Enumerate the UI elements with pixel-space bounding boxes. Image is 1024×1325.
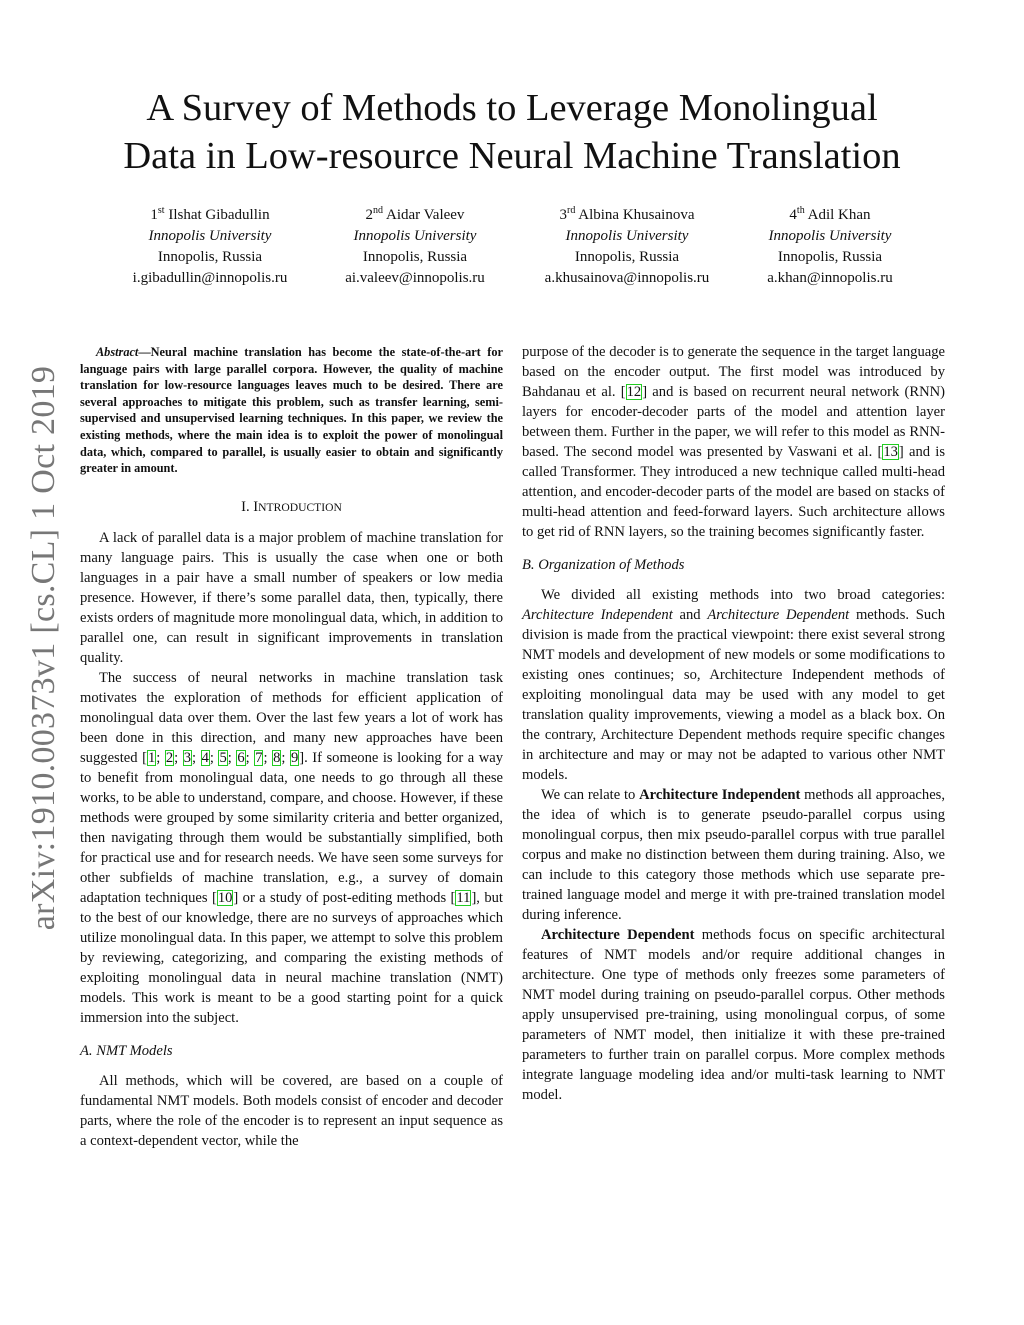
abstract: [80, 344, 503, 477]
author-2: [315, 200, 515, 289]
abstract-text: —Neural machine translation has become the state-of-the-art for language pairs with large parallel corpora. However, the quality of machine translation for low-resource languages leaves much to be desired. There are several approaches to mitigate this problem, such as transfer learning, semi-supervised and unsupervised learning techniques. In this paper, we review the existing methods, where the main idea is to exploit the power of monolingual data, which, compared to parallel, is usually easier to obtain and significantly greater in amount.: [80, 345, 503, 476]
organization-paragraph-1: We divided all existing methods into two broad categories: Architecture Independent and Architecture Dependent methods. Such division is made from the practical viewpoint: there exist several strong NMT models and development of new models or some modifications to existing ones continues; so, Architecture Independent methods of exploiting monolingual data may be used with any model to get translation quality improvements, viewing a model as a black box. On the contrary, Architecture Dependent methods require specific changes in architecture and may or may not be adapted to various other NMT models.: [522, 587, 945, 783]
organization-paragraph-2: We can relate to Architecture Independent methods all approaches, the idea of which is to generate pseudo-parallel corpus using monolingual corpus, then mix pseudo-parallel corpus with true parallel corpus and make no distinction between them during training. Also, we can include to this category those methods which use separate pre-trained language model and merge it with pre-trained translation model during inference.: [522, 787, 945, 923]
title-line-2: Data in Low-resource Neural Machine Translation: [123, 135, 901, 177]
author-institution: Innopolis University: [353, 228, 477, 244]
citation-link[interactable]: 9: [290, 749, 299, 766]
arxiv-stamp-text: arXiv:1910.00373v1 [cs.CL] 1 Oct 2019: [25, 365, 62, 930]
author-institution: Innopolis University: [565, 228, 689, 244]
author-name: 3rd Albina Khusainova: [559, 205, 695, 223]
citation-link[interactable]: 10: [217, 889, 233, 906]
citation-link[interactable]: 1: [147, 749, 156, 766]
author-institution: Innopolis University: [768, 228, 892, 244]
citation-link[interactable]: 5: [219, 749, 227, 766]
author-1: [110, 200, 310, 289]
author-3: [522, 200, 732, 289]
author-email: i.gibadullin@innopolis.ru: [132, 270, 288, 286]
author-name: 1st Ilshat Gibadullin: [150, 205, 270, 223]
citation-link[interactable]: 6: [237, 749, 245, 766]
author-name: 2nd Aidar Valeev: [365, 205, 465, 223]
author-location: Innopolis, Russia: [777, 249, 883, 265]
left-column: [80, 344, 503, 1151]
title-line-1: A Survey of Methods to Leverage Monolingual: [146, 87, 878, 129]
citation-link[interactable]: 4: [201, 749, 209, 766]
abstract-label: Abstract: [95, 345, 139, 359]
intro-paragraph-2: The success of neural networks in machine translation task motivates the exploration of methods for efficient application of monolingual data over them. Over the last few years a lot of work has been done in this direction, and many new approaches have been suggested [1; 2; 3; 4; 5; 6; 7; 8; 9]. If someone is looking for a way to benefit from monolingual data, one needs to go through all these works, to be able to understand, compare, and choose. However, if these methods were grouped by some similarity criteria and better organized, then navigating through them would be substantially simplified, both for practical use and for research needs. We have seen some surveys for other subfields of machine translation, e.g., a survey of domain adaptation techniques [10] or a study of post-editing methods [11], but to the best of our knowledge, there are no surveys of approaches which utilize monolingual data. In this paper, we attempt to solve this problem by reviewing, categorizing, and comparing the existing methods of exploiting monolingual data in neural machine translation (NMT) models. This work is meant to be a good starting point for a quick immersion into the subject.: [80, 669, 504, 1026]
author-name: 4th Adil Khan: [789, 205, 871, 223]
nmt-paragraph-continued: purpose of the decoder is to generate the sequence in the target language based on the encoder output. The first model was introduced by Bahdanau et al. [12] and is based on recurrent neural network (RNN) layers for encoder-decoder parts of the model and attention layer between them. Further in the paper, we will refer to this model as RNN-based. The second model was presented by Vaswani et al. [13] and is called Transformer. They introduced a new technique called multi-head attention, and encoder-decoder parts of the model are based on stacks of multi-head attention and feed-forward layers. Such architecture allows to get rid of RNN layers, so the training becomes significantly faster.: [522, 344, 946, 540]
author-institution: Innopolis University: [148, 228, 272, 244]
author-location: Innopolis, Russia: [574, 249, 680, 265]
author-email: a.khan@innopolis.ru: [767, 270, 893, 286]
arxiv-stamp: [24, 365, 64, 930]
section-heading-introduction: I. INTRODUCTION: [241, 498, 342, 515]
subsection-heading-organization: B. Organization of Methods: [522, 557, 685, 573]
citation-link[interactable]: 12: [626, 384, 642, 400]
author-email: ai.valeev@innopolis.ru: [345, 270, 485, 286]
right-column: [522, 342, 945, 1105]
organization-paragraph-3: Architecture Dependent methods focus on specific architectural features of NMT models and/or require additional changes in architecture. One type of methods only freezes some parameters of NMT model during training on pseudo-parallel corpus. Other methods apply unsupervised pre-training, using monolingual corpus, of some parameters of NMT model, then initialize it with these pre-trained parameters to further train on parallel corpus. More complex methods integrate language modeling idea and/or multi-task learning to NMT model.: [522, 927, 945, 1103]
paper-title: [60, 84, 964, 180]
author-location: Innopolis, Russia: [362, 249, 468, 265]
intro-paragraph-1: A lack of parallel data is a major problem of machine translation for many language pairs. This is usually the case when one or both languages in a pair have a small number of speakers or low media presence. However, if there’s some parallel data, then, typically, there exists orders of magnitude more monolingual data, which, in addition to parallel one, can result in significant improvements in translation quality.: [80, 529, 503, 666]
nmt-paragraph-1: All methods, which will be covered, are based on a couple of fundamental NMT models. Both models consist of encoder and decoder parts, where the role of the encoder is to represent an input sequence as a context-dependent vector, while the: [80, 1072, 503, 1149]
citation-link[interactable]: 8: [273, 749, 281, 766]
author-email: a.khusainova@innopolis.ru: [544, 270, 710, 286]
citation-link[interactable]: 11: [456, 889, 471, 906]
citation-link[interactable]: 7: [255, 749, 263, 766]
citation-link[interactable]: 3: [183, 749, 191, 766]
citation-link[interactable]: 2: [165, 749, 174, 766]
subsection-heading-nmt-models: A. NMT Models: [80, 1042, 173, 1059]
author-4: [735, 200, 925, 289]
citation-link[interactable]: 13: [883, 444, 898, 460]
author-location: Innopolis, Russia: [157, 249, 263, 265]
